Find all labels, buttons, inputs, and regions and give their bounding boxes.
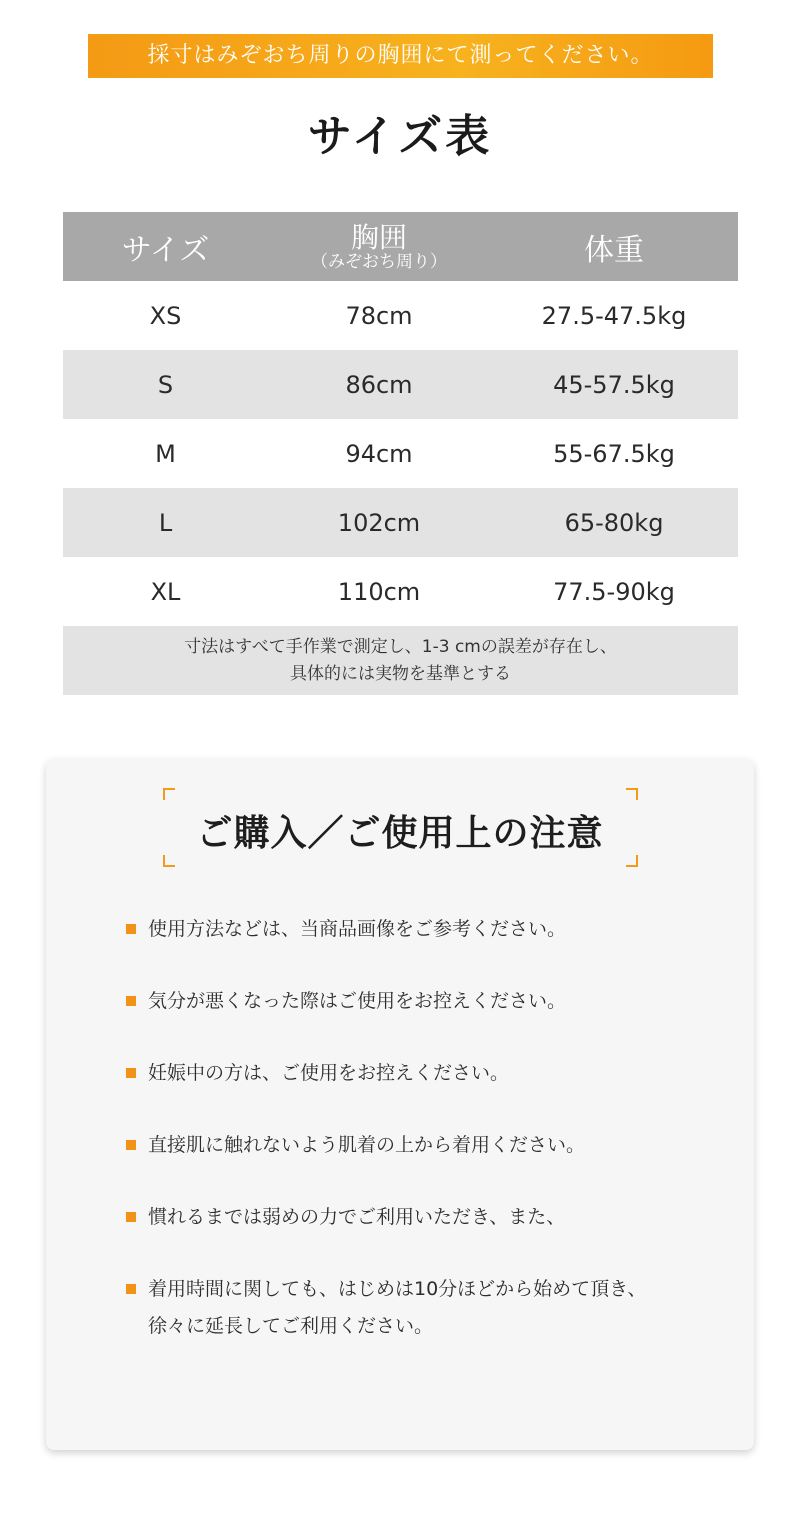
list-item (126, 911, 726, 948)
chest-cell: 78cm (345, 301, 413, 330)
header-weight (490, 212, 738, 281)
list-item-text: 気分が悪くなった際はご使用をお控えください。 (148, 990, 567, 1012)
list-item (126, 1271, 726, 1345)
table-row (63, 350, 738, 419)
page-title: サイズ表 (307, 111, 493, 162)
table-row (63, 419, 738, 488)
header-size-label: サイズ (121, 232, 210, 268)
measurement-note (63, 626, 738, 695)
square-bullet-icon (126, 924, 136, 934)
square-bullet-icon (126, 996, 136, 1006)
notice-title: ご購入／ご使用上の注意 (196, 812, 604, 854)
list-item (126, 1055, 726, 1092)
weight-cell: 55-67.5kg (553, 439, 675, 468)
table-header (63, 212, 738, 281)
list-item (126, 1127, 726, 1164)
corner-bracket-icon (626, 855, 638, 867)
table-row (63, 557, 738, 626)
size-cell: XL (150, 577, 181, 606)
weight-cell: 27.5-47.5kg (541, 301, 687, 330)
size-cell: L (158, 508, 173, 537)
chest-cell: 102cm (337, 508, 421, 537)
corner-bracket-icon (163, 855, 175, 867)
table-row (63, 281, 738, 350)
chest-cell: 110cm (337, 577, 421, 606)
note-line: 具体的には実物を基準とする (290, 663, 511, 684)
header-chest-sublabel: （みぞおち周り） (311, 251, 447, 272)
chest-cell: 86cm (345, 370, 413, 399)
list-item-text: 徐々に延長してご利用ください。 (148, 1315, 434, 1337)
notice-list (126, 911, 726, 1345)
square-bullet-icon (126, 1212, 136, 1222)
chest-cell: 94cm (345, 439, 413, 468)
list-item (126, 1199, 726, 1236)
corner-bracket-icon (626, 788, 638, 800)
square-bullet-icon (126, 1140, 136, 1150)
header-size (63, 212, 268, 281)
header-weight-label: 体重 (584, 232, 644, 268)
weight-cell: 45-57.5kg (553, 370, 675, 399)
weight-cell: 77.5-90kg (553, 577, 675, 606)
notice-card (46, 759, 754, 1450)
header-chest (268, 212, 490, 281)
table-row (63, 488, 738, 557)
list-item-text: 妊娠中の方は、ご使用をお控えください。 (148, 1062, 510, 1084)
size-cell: M (155, 439, 176, 468)
size-cell: XS (149, 301, 182, 330)
list-item-text: 使用方法などは、当商品画像をご参考ください。 (148, 918, 567, 940)
list-item-text: 直接肌に触れないよう肌着の上から着用ください。 (148, 1134, 586, 1156)
corner-bracket-icon (163, 788, 175, 800)
list-item (126, 983, 726, 1020)
size-cell: S (157, 370, 174, 399)
list-item-text: 着用時間に関しても、はじめは10分ほどから始めて頂き、 (148, 1278, 647, 1300)
note-line: 寸法はすべて手作業で測定し、1-3 cmの誤差が存在し、 (184, 636, 617, 657)
list-item-text: 慣れるまでは弱めの力でご利用いただき、また、 (148, 1206, 566, 1228)
weight-cell: 65-80kg (564, 508, 664, 537)
square-bullet-icon (126, 1284, 136, 1294)
square-bullet-icon (126, 1068, 136, 1078)
size-table (63, 212, 738, 695)
header-chest-label: 胸囲 (350, 220, 407, 254)
measurement-banner: 採寸はみぞおち周りの胸囲にて測ってください。 (88, 34, 713, 78)
